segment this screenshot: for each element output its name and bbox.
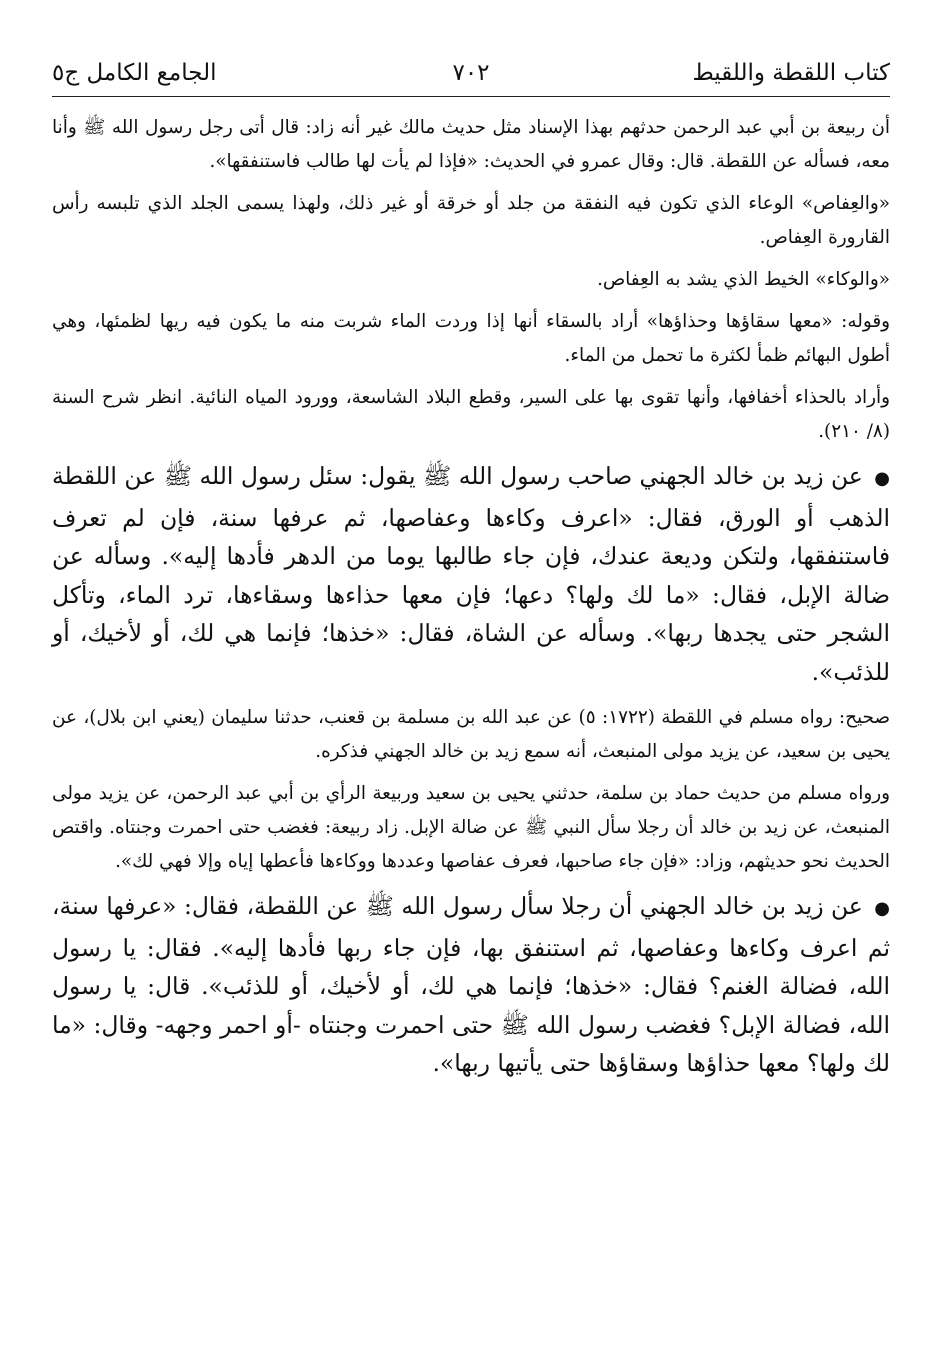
hadith-text: عن زيد بن خالد الجهني صاحب رسول الله ﷺ يقول: سئل رسول الله ﷺ عن اللقطة الذهب أو الورق، فقال: «اعرف وكاءها وعفاصها، ثم عرفها سنة، فإن لم تعرف فاستنفقها، ولتكن وديعة عندك، فإن جاء طالبها يوما من الدهر فأدها إليه». وسأله عن ضالة الإبل، فقال: «ما لك ولها؟ دعها؛ فإن معها حذاءها وسقاءها، ترد الماء، وتأكل الشجر حتى يجدها ربها». وسأله عن الشاة، فقال: «خذها؛ فإنما هي لك، أو لأخيك، أو للذئب».	[52, 462, 890, 686]
page-content	[52, 111, 890, 1083]
hadith-text: عن زيد بن خالد الجهني أن رجلا سأل رسول الله ﷺ عن اللقطة، فقال: «عرفها سنة، ثم اعرف وكاءها وعفاصها، ثم استنفق بها، فإن جاء ربها فأدها إليه». فقال: يا رسول الله، فضالة الغنم؟ فقال: «خذها؛ فإنما هي لك، أو لأخيك، أو للذئب». قال: يا رسول الله، فضالة الإبل؟ فغضب رسول الله ﷺ حتى احمرت وجنتاه -أو احمر وجهه- وقال: «ما لك ولها؟ معها حذاؤها وسقاؤها حتى يأتيها ربها».	[52, 892, 890, 1077]
commentary-paragraph: أن ربيعة بن أبي عبد الرحمن حدثهم بهذا الإسناد مثل حديث مالك غير أنه زاد: قال أتى رجل رسول الله ﷺ وأنا معه، فسأله عن اللقطة. قال: وقال عمرو في الحديث: «فإذا لم يأت لها طالب فاستنفقها».	[52, 117, 890, 172]
takhrij-paragraph: صحيح: رواه مسلم في اللقطة (١٧٢٢: ٥) عن عبد الله بن مسلمة بن قعنب، حدثنا سليمان (يعني ابن بلال)، عن يحيى بن سعيد، عن يزيد مولى المنبعث، أنه سمع زيد بن خالد الجهني فذكره.	[52, 707, 891, 762]
explanation-siqaa: وقوله: «معها سقاؤها وحذاؤها» أراد بالسقاء أنها إذا وردت الماء شربت منه ما يكون فيه ريها لظمئها، وهي أطول البهائم ظمأ لكثرة ما تحمل من الماء.	[52, 311, 890, 366]
bullet-icon: ●	[874, 468, 890, 489]
takhrij-paragraph: ورواه مسلم من حديث حماد بن سلمة، حدثني يحيى بن سعيد وربيعة الرأي بن أبي عبد الرحمن، عن يزيد مولى المنبعث، عن زيد بن خالد أن رجلا سأل النبي ﷺ عن ضالة الإبل. زاد ربيعة: فغضب حتى احمرت وجنتاه. واقتص الحديث نحو حديثهم، وزاد: «فإن جاء صاحبها، فعرف عفاصها وعددها ووكاءها فأعطها إياه وإلا فهي لك».	[52, 783, 890, 872]
page-number: ٧٠٢	[452, 60, 490, 86]
page-header	[52, 56, 890, 97]
definition-ifas: «والعِفاص» الوعاء الذي تكون فيه النفقة من جلد أو خرقة أو غير ذلك، ولهذا يسمى الجلد الذي تلبسه رأس القارورة العِفاص.	[52, 193, 890, 248]
explanation-hidhaa: وأراد بالحذاء أخفافها، وأنها تقوى بها على السير، وقطع البلاد الشاسعة، وورود المياه النائية. انظر شرح السنة (٨/ ٢١٠).	[52, 387, 890, 442]
bullet-icon: ●	[874, 898, 890, 919]
book-title: كتاب اللقطة واللقيط	[692, 60, 890, 86]
series-title: الجامع الكامل ج٥	[52, 60, 217, 86]
hadith-paragraph	[52, 457, 890, 691]
definition-wikaa: «والوكاء» الخيط الذي يشد به العِفاص.	[597, 269, 890, 290]
hadith-paragraph	[52, 887, 890, 1083]
